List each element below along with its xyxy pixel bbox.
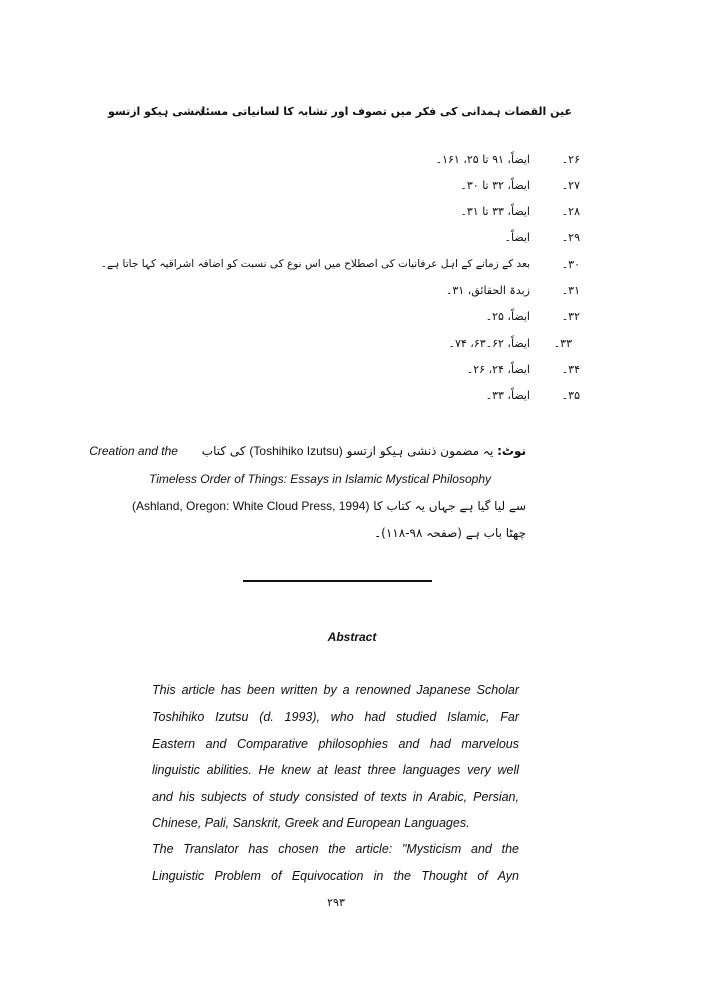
endnote-number: ۳۱۔ [561,284,580,297]
source-note-book-title: Timeless Order of Things: Essays in Islamic Mystical Philosophy [149,472,491,486]
source-note-text: چھٹا باب ہے (صفحہ ۹۸-۱۱۸)۔ [374,526,526,540]
endnote-item [180,153,580,173]
endnote-item [100,258,580,278]
endnote-number: ۳۴۔ [561,363,580,376]
source-note-publisher: (Ashland, Oregon: White Cloud Press, 1994) [132,499,370,513]
endnote-item [180,231,580,251]
abstract-line: linguistic abilities. He knew at least three languages very well [152,763,519,777]
section-divider [243,580,432,582]
endnote-item [180,389,580,409]
endnote-text: زبدۃ الحقائق، ۳۱۔ [445,284,530,297]
endnote-number: ۳۳۔ [553,337,572,350]
endnote-item [180,284,580,304]
endnote-text: ایضاً، ۶۲۔۶۳، ۷۴۔ [448,337,530,350]
page-number: ۲۹۳ [327,896,345,909]
endnote-item [180,205,580,225]
abstract-line: Eastern and Comparative philosophies and had marvelous [152,737,519,751]
endnote-number: ۳۲۔ [561,310,580,323]
source-note-text: سے لیا گیا ہے جہاں یہ کتاب کا [373,499,526,513]
source-note-label: نوٹ: [497,444,526,458]
abstract-line: Toshihiko Izutsu (d. 1993), who had studied Islamic, Far [152,710,519,724]
source-note-book-title: Creation and the [89,444,178,458]
endnote-text: ایضاً، ۳۲ تا ۳۰۔ [460,179,530,192]
endnote-number: ۲۸۔ [561,205,580,218]
endnote-text: ایضاً۔ [504,231,530,244]
endnote-text: بعد کے زمانے کے اہل عرفانیات کی اصطلاح میں اس نوع کی نسبت کو اضافہ اشراقیہ کہا جاتا ہے۔ [100,258,530,270]
endnote-number: ۲۹۔ [561,231,580,244]
endnote-text: ایضاً، ۹۱ تا ۲۵، ۱۶۱۔ [435,153,530,166]
source-note-line [149,472,491,486]
endnote-item [180,337,580,357]
endnote-number: ۲۶۔ [561,153,580,166]
endnote-text: ایضاً، ۳۳۔ [485,389,530,402]
source-note-line [132,499,526,513]
running-header-title: عین القضات ہمدانی کی فکر میں تصوف اور تشابہ کا لسانیاتی مسئلہ [194,105,572,118]
abstract-line: The Translator has chosen the article: "Mysticism and the [152,842,519,856]
abstract-line: Linguistic Problem of Equivocation in the Thought of Ayn [152,869,519,883]
endnote-text: ایضاً، ۲۵۔ [485,310,530,323]
endnote-number: ۳۰۔ [561,258,580,271]
endnote-item [180,179,580,199]
source-note-text: یہ مضمون ذنشی ہیکو ازتسو [346,444,494,458]
endnote-text: ایضاً، ۲۴، ۲۶۔ [466,363,530,376]
endnote-text: ایضاً، ۳۳ تا ۳۱۔ [460,205,530,218]
endnote-item [180,363,580,383]
abstract-line: This article has been written by a renowned Japanese Scholar [152,683,519,697]
source-note-author-name: (Toshihiko Izutsu) [249,444,343,458]
abstract-line: Chinese, Pali, Sanskrit, Greek and European Languages. [152,816,470,830]
source-note-line [374,526,526,540]
abstract-line: and his subjects of study consisted of texts in Arabic, Persian, [152,790,519,804]
abstract-title: Abstract [327,630,377,644]
endnote-number: ۳۵۔ [561,389,580,402]
endnote-number: ۲۷۔ [561,179,580,192]
running-header-author: ذنشی ہیکو ازتسو [108,105,205,118]
source-note-text: کی کتاب [201,444,246,458]
endnote-item [180,310,580,330]
source-note-line [89,444,526,458]
